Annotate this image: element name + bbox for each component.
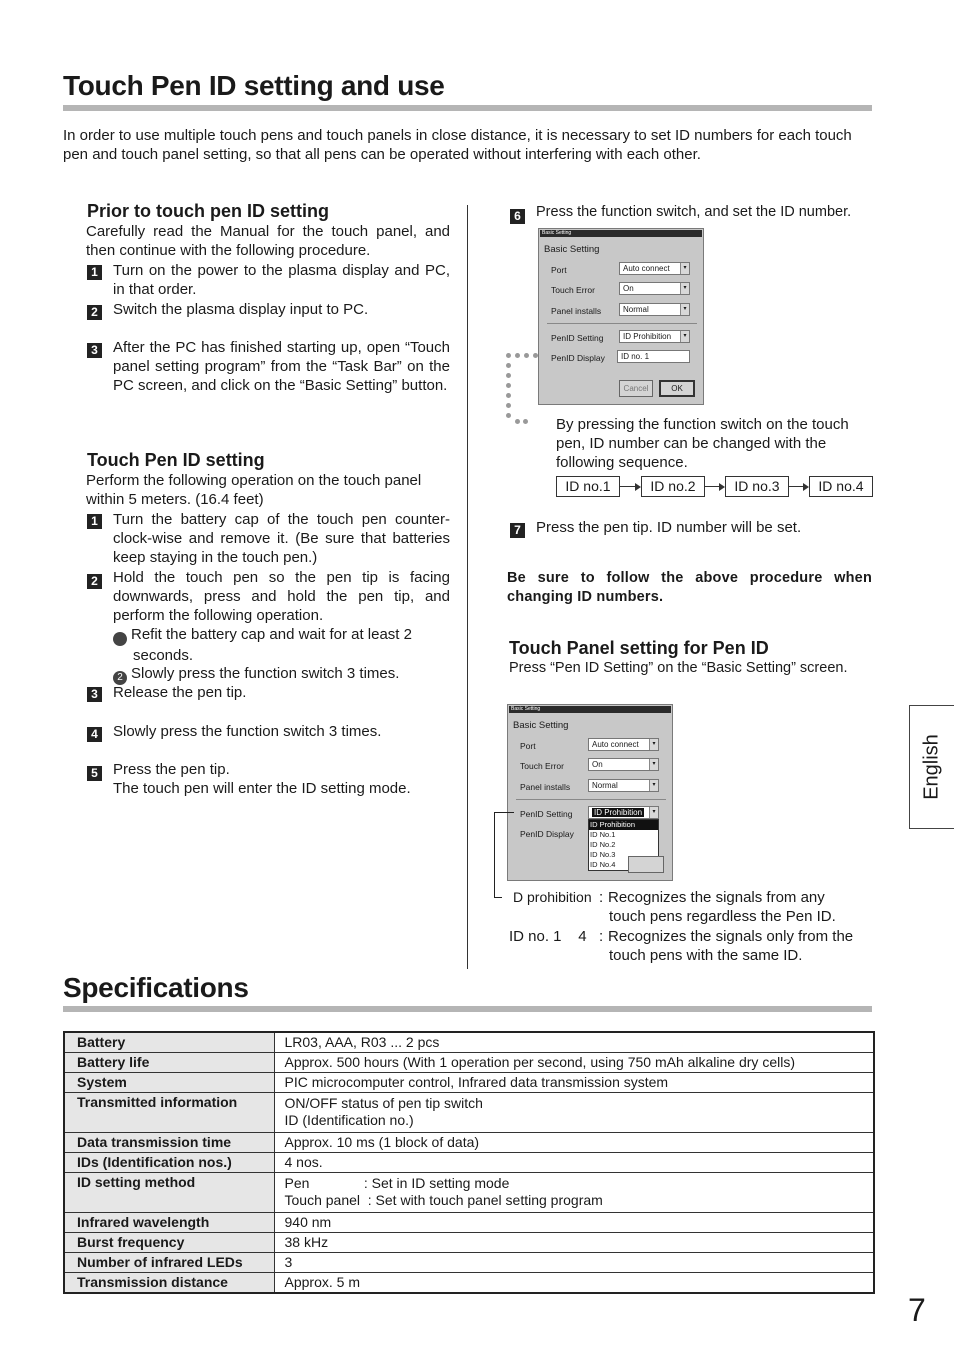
touch-error-label: Touch Error — [551, 285, 595, 295]
legend-key: D prohibition — [513, 889, 592, 905]
dialog-separator — [547, 323, 697, 324]
callout-bracket — [494, 897, 502, 898]
prior-step-2: Switch the plasma display input to PC. — [113, 301, 369, 318]
legend-text: touch pens with the same ID. — [609, 947, 803, 964]
chevron-down-icon: ▾ — [680, 331, 689, 342]
step-badge: 7 — [510, 523, 525, 538]
spec-value-line: Touch panel : Set with touch panel setting program — [284, 1192, 603, 1208]
table-row — [64, 1133, 874, 1153]
touch-panel-intro: Press “Pen ID Setting” on the “Basic Setting” screen. — [509, 660, 848, 676]
dropdown-option[interactable]: ID No.4 — [590, 860, 616, 869]
language-tab-label: English — [920, 734, 943, 800]
table-row — [64, 1273, 874, 1294]
panel-installs-value: Normal — [623, 305, 649, 314]
basic-setting-dialog-dropdown — [507, 704, 673, 881]
substep-2-text: Slowly press the function switch 3 times. — [131, 665, 400, 682]
dialog-heading: Basic Setting — [544, 244, 600, 255]
panel-installs-select[interactable] — [588, 779, 659, 792]
touch-error-select[interactable] — [619, 282, 690, 295]
spec-value — [274, 1093, 874, 1133]
table-row — [64, 1213, 874, 1233]
prior-intro: Carefully read the Manual for the touch panel, and then continue with the following procedure. — [86, 223, 450, 259]
legend-text: Recognizes the signals from any — [608, 889, 825, 906]
table-row — [64, 1253, 874, 1273]
legend-text: touch pens regardless the Pen ID. — [609, 908, 836, 925]
table-row — [64, 1053, 874, 1073]
substep-1 — [107, 625, 450, 665]
penid-step-5-note: The touch pen will enter the ID setting mode. — [113, 780, 411, 797]
penid-display-label: PenID Display — [520, 829, 574, 839]
cancel-button[interactable]: Cancel — [619, 380, 653, 397]
spec-value-line: ID (Identification no.) — [284, 1112, 414, 1128]
ok-button[interactable] — [628, 856, 664, 873]
arrow-line — [789, 486, 803, 487]
legend-sep: : — [599, 889, 604, 906]
penid-display-value: ID no. 1 — [621, 352, 650, 361]
table-row — [64, 1093, 874, 1133]
chevron-down-icon: ▾ — [649, 807, 658, 818]
penid-setting-label: PenID Setting — [520, 809, 573, 819]
penid-step-1: Turn the battery cap of the touch pen counter-clock-wise and remove it. (Be sure that batteries keep staying in the touch pen.) — [113, 511, 450, 566]
step-6-text: Press the function switch, and set the ID number. — [536, 204, 852, 220]
spec-key: System — [64, 1073, 274, 1093]
legend-sep: : — [599, 928, 604, 945]
spec-key: ID setting method — [64, 1173, 274, 1213]
panel-installs-label: Panel installs — [520, 782, 571, 792]
basic-setting-dialog — [538, 228, 704, 405]
circled-number: 2 — [113, 671, 127, 685]
spec-value-line: ON/OFF status of pen tip switch — [284, 1095, 483, 1111]
port-value: Auto connect — [592, 740, 639, 749]
spec-value — [274, 1173, 874, 1213]
warning-note: Be sure to follow the above procedure when changing ID numbers. — [507, 570, 872, 605]
step-badge: 4 — [87, 727, 102, 742]
port-value: Auto connect — [623, 264, 670, 273]
penid-setting-value: ID Prohibition — [623, 332, 672, 341]
dropdown-option[interactable]: ID No.1 — [590, 830, 616, 839]
specifications-rule — [63, 1006, 872, 1012]
penid-intro: Perform the following operation on the touch panel within 5 meters. (16.4 feet) — [86, 472, 422, 508]
prior-heading: Prior to touch pen ID setting — [87, 201, 329, 221]
arrow-line — [620, 486, 636, 487]
chevron-down-icon: ▾ — [649, 780, 658, 791]
prior-step-1: Turn on the power to the plasma display and PC, in that order. — [113, 262, 450, 298]
spec-value: LR03, AAA, R03 ... 2 pcs — [274, 1032, 874, 1053]
step-7-text: Press the pen tip. ID number will be set. — [536, 519, 802, 536]
dialog-titlebar: Basic Setting — [509, 706, 671, 713]
spec-key: Transmitted information — [64, 1093, 274, 1133]
port-label: Port — [551, 265, 567, 275]
port-label: Port — [520, 741, 536, 751]
intro-paragraph: In order to use multiple touch pens and touch panels in close distance, it is necessary to set ID numbers for each touch pen and touch panel setting, so that all pens can be operated without interfering with each other. — [63, 127, 852, 163]
panel-installs-label: Panel installs — [551, 306, 602, 316]
spec-key: Transmission distance — [64, 1273, 274, 1294]
dropdown-option[interactable]: ID Prohibition — [589, 820, 658, 830]
spec-key: Battery life — [64, 1053, 274, 1073]
spec-key: Data transmission time — [64, 1133, 274, 1153]
page-title: Touch Pen ID setting and use — [63, 70, 445, 101]
language-tab — [909, 705, 954, 829]
touch-error-value: On — [592, 760, 603, 769]
substep-1-text: Refit the battery cap and wait for at least 2 seconds. — [131, 626, 412, 664]
step-badge: 2 — [87, 574, 102, 589]
table-row — [64, 1173, 874, 1213]
touch-panel-heading: Touch Panel setting for Pen ID — [509, 638, 769, 658]
dropdown-option[interactable]: ID No.3 — [590, 850, 616, 859]
specifications-table — [63, 1031, 875, 1294]
touch-error-select[interactable] — [588, 758, 659, 771]
legend-text: Recognizes the signals only from the — [608, 928, 854, 945]
spec-value: Approx. 10 ms (1 block of data) — [274, 1133, 874, 1153]
chevron-down-icon: ▾ — [649, 759, 658, 770]
panel-installs-value: Normal — [592, 781, 618, 790]
table-row — [64, 1153, 874, 1173]
table-row — [64, 1032, 874, 1053]
penid-setting-label: PenID Setting — [551, 333, 604, 343]
page-number: 7 — [908, 1292, 926, 1328]
spec-key: Battery — [64, 1032, 274, 1053]
specifications-title: Specifications — [63, 972, 249, 1003]
legend-key: ID no. 1 4 — [509, 928, 587, 945]
spec-value: PIC microcomputer control, Infrared data transmission system — [274, 1073, 874, 1093]
substep-2 — [113, 664, 450, 685]
port-select[interactable] — [619, 262, 690, 275]
table-row — [64, 1233, 874, 1253]
step-badge: 1 — [87, 265, 102, 280]
step-badge: 3 — [87, 343, 102, 358]
dialog-heading: Basic Setting — [513, 720, 569, 731]
penid-display-field[interactable] — [617, 350, 690, 363]
chevron-down-icon: ▾ — [649, 739, 658, 750]
ok-button[interactable]: OK — [659, 380, 695, 397]
touch-error-label: Touch Error — [520, 761, 564, 771]
spec-value: Approx. 5 m — [274, 1273, 874, 1294]
title-rule — [63, 105, 872, 111]
id-sequence-item: ID no.3 — [725, 476, 789, 497]
step-badge: 2 — [87, 305, 102, 320]
penid-step-2: Hold the touch pen so the pen tip is facing downwards, press and hold the pen tip, and perform the following operation. — [113, 569, 450, 624]
panel-installs-select[interactable] — [619, 303, 690, 316]
spec-value-line: Pen : Set in ID setting mode — [284, 1175, 510, 1191]
dialog-separator — [516, 799, 666, 800]
penid-setting-select[interactable] — [588, 806, 659, 819]
spec-value: 38 kHz — [274, 1233, 874, 1253]
spec-value: 4 nos. — [274, 1153, 874, 1173]
spec-value: Approx. 500 hours (With 1 operation per second, using 750 mAh alkaline dry cells) — [274, 1053, 874, 1073]
chevron-down-icon: ▾ — [680, 304, 689, 315]
step-badge: 5 — [87, 766, 102, 781]
circled-number: 1 — [113, 632, 127, 646]
chevron-down-icon: ▾ — [680, 263, 689, 274]
step-6-note: By pressing the function switch on the touch pen, ID number can be changed with the following sequence. — [556, 416, 849, 471]
id-sequence-item: ID no.2 — [641, 476, 705, 497]
spec-key: Infrared wavelength — [64, 1213, 274, 1233]
penid-display-label: PenID Display — [551, 353, 605, 363]
spec-key: Number of infrared LEDs — [64, 1253, 274, 1273]
dialog-titlebar: Basic Setting — [540, 230, 702, 237]
dropdown-option[interactable]: ID No.2 — [590, 840, 616, 849]
prior-step-3: After the PC has finished starting up, open “Touch panel setting program” from the “Task Bar” on the PC screen, and click on the “Basic Setting” button. — [113, 339, 450, 394]
table-row — [64, 1073, 874, 1093]
penid-step-3: Release the pen tip. — [113, 684, 247, 701]
chevron-down-icon: ▾ — [680, 283, 689, 294]
penid-setting-value: ID Prohibition — [594, 808, 643, 817]
step-badge: 6 — [510, 209, 525, 224]
penid-step-4: Slowly press the function switch 3 times. — [113, 723, 382, 740]
column-divider — [467, 205, 468, 969]
spec-value: 940 nm — [274, 1213, 874, 1233]
step-badge: 3 — [87, 687, 102, 702]
port-select[interactable] — [588, 738, 659, 751]
spec-key: IDs (Identification nos.) — [64, 1153, 274, 1173]
spec-value: 3 — [274, 1253, 874, 1273]
penid-heading: Touch Pen ID setting — [87, 450, 265, 470]
callout-bracket — [494, 812, 495, 898]
id-sequence-item: ID no.4 — [809, 476, 873, 497]
spec-key: Burst frequency — [64, 1233, 274, 1253]
penid-setting-select[interactable] — [619, 330, 690, 343]
penid-step-5: Press the pen tip. — [113, 761, 230, 778]
arrow-line — [705, 486, 719, 487]
id-sequence-item: ID no.1 — [556, 476, 620, 497]
touch-error-value: On — [623, 284, 634, 293]
callout-bracket — [494, 812, 514, 813]
step-badge: 1 — [87, 514, 102, 529]
